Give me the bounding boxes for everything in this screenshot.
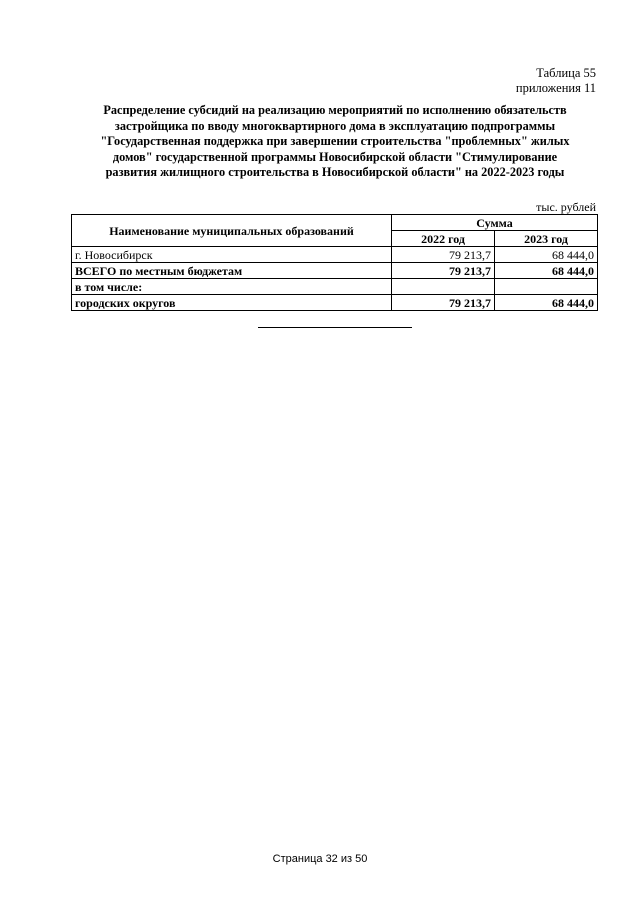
cell-2022: 79 213,7 bbox=[392, 295, 495, 311]
page-footer: Страница 32 из 50 bbox=[272, 853, 368, 865]
header-2023: 2023 год bbox=[495, 231, 598, 247]
cell-name: ВСЕГО по местным бюджетам bbox=[72, 263, 392, 279]
header-2022: 2022 год bbox=[392, 231, 495, 247]
table-row bbox=[72, 247, 598, 263]
cell-2023: 68 444,0 bbox=[495, 263, 598, 279]
table-reference bbox=[516, 66, 596, 96]
cell-name: городских округов bbox=[72, 295, 392, 311]
header-municipality: Наименование муниципальных образований bbox=[72, 215, 392, 247]
subsidies-table bbox=[71, 214, 598, 311]
cell-2023 bbox=[495, 279, 598, 295]
separator-rule bbox=[258, 327, 412, 328]
table-row bbox=[72, 295, 598, 311]
cell-2022: 79 213,7 bbox=[392, 263, 495, 279]
table-number: Таблица 55 bbox=[536, 66, 596, 80]
title-line: "Государственная поддержка при завершении строительства "проблемных" жилых bbox=[100, 134, 570, 149]
cell-2022 bbox=[392, 279, 495, 295]
title-line: Распределение субсидий на реализацию мероприятий по исполнению обязательств bbox=[103, 103, 567, 117]
cell-name: в том числе: bbox=[72, 279, 392, 295]
cell-name: г. Новосибирск bbox=[72, 247, 392, 263]
cell-2022: 79 213,7 bbox=[392, 247, 495, 263]
cell-2023: 68 444,0 bbox=[495, 247, 598, 263]
table-header-row bbox=[72, 215, 598, 231]
units-label: тыс. рублей bbox=[536, 200, 596, 214]
title-line: застройщика по вводу многоквартирного дома в эксплуатацию подпрограммы bbox=[114, 118, 556, 133]
appendix-label: приложения 11 bbox=[515, 81, 596, 95]
table-row bbox=[72, 263, 598, 279]
header-sum: Сумма bbox=[392, 215, 598, 231]
title-line: развития жилищного строительства в Новосибирской области" на 2022-2023 годы bbox=[105, 165, 565, 180]
cell-2023: 68 444,0 bbox=[495, 295, 598, 311]
table-row bbox=[72, 279, 598, 295]
document-title bbox=[70, 103, 600, 181]
title-line: домов" государственной программы Новосибирской области "Стимулирование bbox=[112, 149, 558, 164]
